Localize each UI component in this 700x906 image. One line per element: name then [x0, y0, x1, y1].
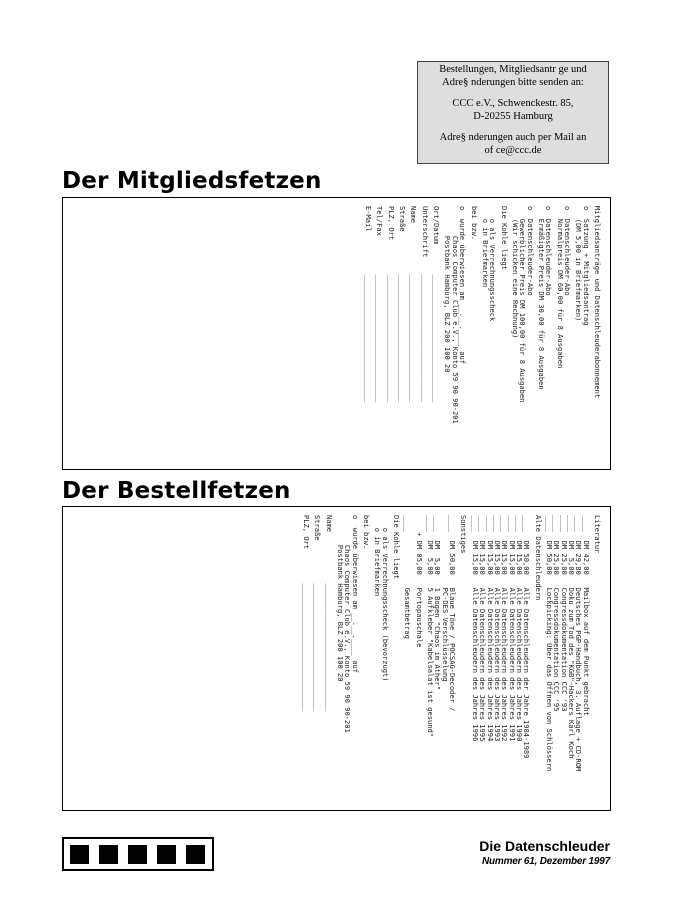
membership-form-panel	[62, 197, 611, 470]
order-form-text	[116, 515, 601, 807]
form-line: ____ DM 50,00 Lockpicking: Über das Öffnen von Schlössern	[544, 515, 554, 772]
form-line: o Datenschleuder-Abo	[562, 206, 572, 296]
form-line: PLZ, Ort ______________________________	[386, 206, 396, 403]
address-line: Bestellungen, Mitgliedsantr ge und	[439, 64, 587, 75]
form-line: ____ DM 50,00 Blaue Töne / POCSAG-Decoder /	[448, 515, 458, 712]
form-line: ____ DM 25,00 Congressdokumentation CCC '93	[559, 515, 569, 712]
form-line: ____ DM 5,00 1 Bogen "Chaos im Äther"	[433, 515, 443, 691]
form-line: ____ DM 50,00 Alle Datenschleudern der Jahre 1984-1989	[522, 515, 532, 759]
form-line: ____ DM 25,00 Congressdokumentation CCC '95	[552, 515, 562, 712]
form-line: Mitgliedsanträge und Datenschleuderabonnement	[593, 206, 602, 399]
issue-info: Nummer 61, Dezember 1997	[481, 856, 610, 867]
form-line: ____ DM 15,00 Alle Datenschleudern des Jahres 1996	[470, 515, 480, 742]
form-line: o wurde überwiesen am __.__.____ auf	[458, 206, 468, 365]
form-line: Die Kohle liegt	[392, 515, 402, 580]
form-line: ____ DM 15,00 Alle Datenschleudern des Jahres 1992	[500, 515, 510, 742]
form-line: Ort/Datum ______________________________	[432, 206, 442, 403]
form-line: o als Verrechnungsscheck (bevorzugt)	[380, 515, 390, 682]
address-line: of ce@ccc.de	[484, 144, 542, 156]
membership-form-title: Der Mitgliedsfetzen	[62, 168, 322, 194]
form-line: Gewerblicher Preis DM 100,00 für 8 Ausgaben	[518, 206, 528, 403]
form-line: Tel/Fax ______________________________	[375, 206, 385, 403]
form-line: Postbank Hamburg, BLZ 200 100 20	[443, 206, 453, 373]
form-line: ____ DM 15,00 Alle Datenschleudern des Jahres 1995	[478, 515, 488, 742]
form-line: o als Verrechnungsscheck	[488, 206, 498, 322]
form-line: bei bzw.	[362, 515, 372, 550]
form-line: Literatur	[593, 515, 602, 554]
address-line: CCC e.V., Schwenckestr. 85,	[452, 98, 574, 109]
form-line: (DM 5,00 in Briefmarken)	[574, 206, 584, 322]
form-line: ____ DM 29,80 Deutsches PGP-Handbuch, 3. Auflage + CD-ROM	[574, 515, 584, 772]
form-line: Name ______________________________	[409, 206, 419, 403]
form-line: Straße ______________________________	[313, 515, 323, 712]
membership-form-text	[116, 206, 601, 466]
form-line: o Satzung + Mitgliedsantrag	[581, 206, 591, 326]
mailing-address-box	[417, 61, 609, 164]
form-line: o in Briefmarken	[373, 515, 383, 597]
form-line: ____ DM 15,00 Alle Datenschleudern des Jahres 1990	[514, 515, 524, 742]
address-line: Adre§ nderungen auch per Mail an	[439, 132, 587, 143]
form-line: bei bzw.	[469, 206, 479, 241]
order-form-title: Der Bestellfetzen	[62, 478, 291, 504]
form-line: ____ DM 15,00 Alle Datenschleudern des Jahres 1993	[492, 515, 502, 742]
form-line: Sonstiges	[459, 515, 469, 554]
form-line: ____ DM 15,00 Alle Datenschleudern des Jahres 1994	[485, 515, 495, 742]
order-form-panel	[62, 506, 611, 811]
form-line: ____ DM 5,00 5 Aufkleber "Kabelsalat ist gesund"	[426, 515, 436, 738]
form-line: Straße ______________________________	[398, 206, 408, 403]
form-line: + DM 05,00 Portopauschale	[414, 515, 424, 648]
form-line: ____ DM 42,00 Mailbox auf dem Punkt gebracht	[581, 515, 591, 716]
form-line: o Datenschleuder-Abo	[525, 206, 535, 296]
form-line: (Wir schicken eine Rechnung)	[510, 206, 520, 339]
form-line: PLZ, Ort ______________________________	[302, 515, 311, 712]
publication-name: Die Datenschleuder	[479, 838, 610, 854]
form-line: o in Briefmarken	[480, 206, 490, 288]
form-line: Unterschrift ______________________________	[420, 206, 430, 403]
form-line: Die Kohle liegt	[499, 206, 509, 271]
form-line: ____ Gesamtbetrag	[403, 515, 413, 639]
form-line: Ermäßigter Preis DM 30,00 für 8 Ausgaben	[536, 206, 546, 390]
form-line: ____ DM 5,00 Doku zum Tod des "KGB"-Hackers Karl Koch	[566, 515, 576, 759]
form-line: o wurde überwiesen am __.__.____ auf	[350, 515, 360, 674]
form-line: ____ DM 15,00 Alle Datenschleudern des Jahres 1991	[507, 515, 517, 742]
form-line: Normalpreis DM 60,00 für 8 Ausgaben	[555, 206, 565, 369]
address-line: D-20255 Hamburg	[473, 110, 553, 122]
footer-logo-boxes	[62, 837, 214, 871]
address-line: Adre§ nderungen bitte senden an:	[442, 76, 584, 88]
form-line: E-Mail ______________________________	[364, 206, 374, 403]
form-line: Chaos Computer Club e.V., Konto 59 90 90-201	[343, 515, 353, 733]
form-line: Chaos Computer Club e.V., Konto 59 90 90-201	[450, 206, 460, 424]
form-line: Name ______________________________	[324, 515, 334, 712]
form-line: o Datenschleuder-Abo	[544, 206, 554, 296]
form-line: Alte Datenschleudern	[533, 515, 543, 601]
form-line: Postbank Hamburg, BLZ 200 100 20	[336, 515, 346, 682]
form-line: PC-DES Verschlüsselung	[440, 515, 450, 682]
